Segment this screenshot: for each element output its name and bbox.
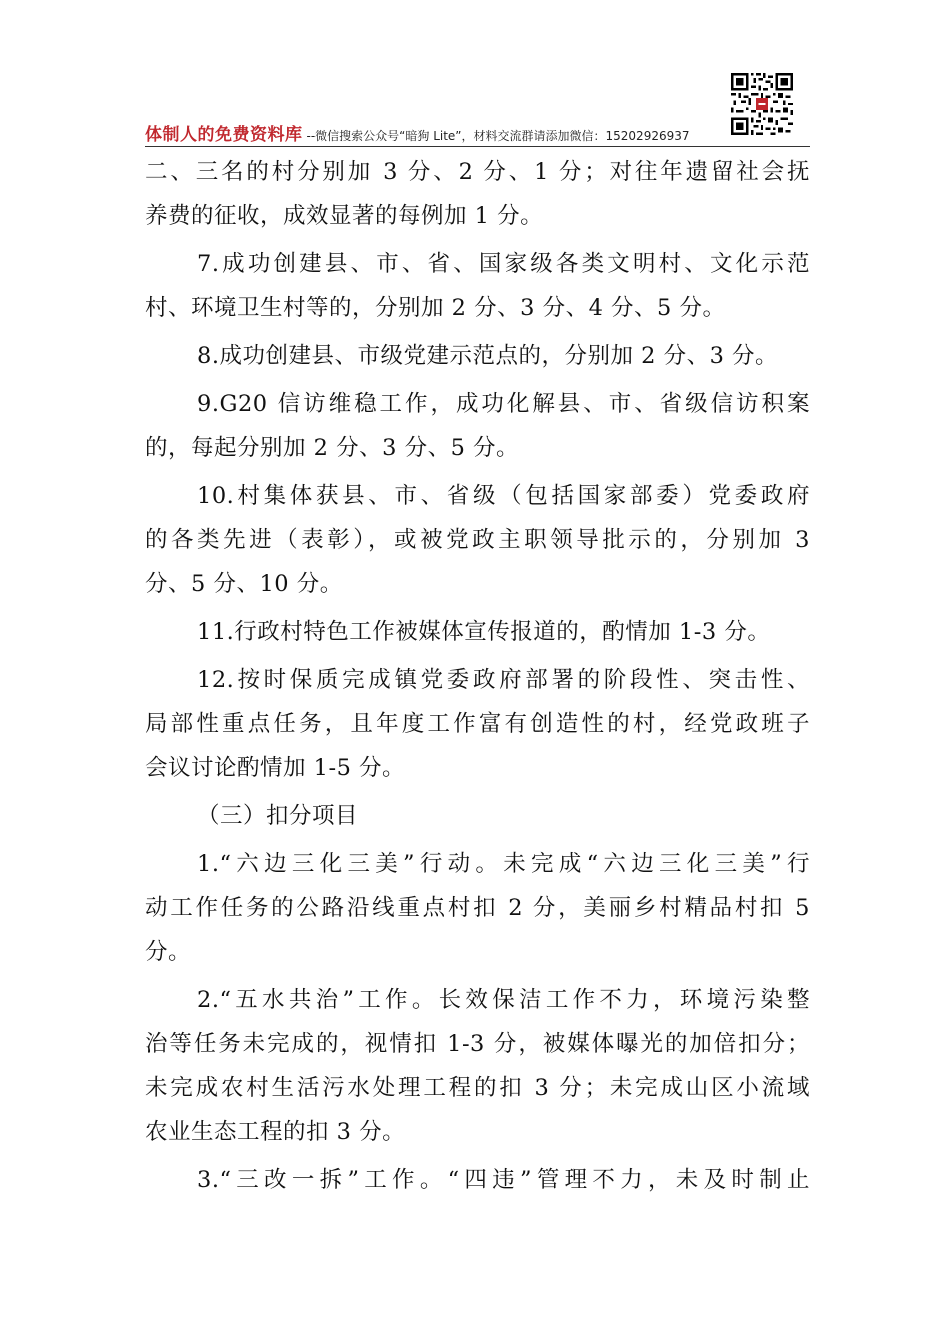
text-line: 3.“三改一拆”工作。“四违”管理不力，未及时制止 <box>197 1167 810 1193</box>
text-line: 未完成农村生活污水处理工程的扣 3 分；未完成山区小流域 <box>145 1075 810 1101</box>
document-body <box>145 150 810 1202</box>
text-line: 的，每起分别加 2 分、3 分、5 分。 <box>145 435 520 461</box>
text-line: 的各类先进（表彰），或被党政主职领导批示的，分别加 3 <box>145 527 810 553</box>
text-line: 8.成功创建县、市级党建示范点的，分别加 2 分、3 分。 <box>197 343 779 369</box>
page-header <box>145 123 810 145</box>
text-line: 1.“六边三化三美”行动。未完成“六边三化三美”行 <box>197 851 810 877</box>
text-line: 养费的征收，成效显著的每例加 1 分。 <box>145 203 544 229</box>
text-line: 2.“五水共治”工作。长效保洁工作不力，环境污染整 <box>197 987 810 1013</box>
text-line: 村、环境卫生村等的，分别加 2 分、3 分、4 分、5 分。 <box>145 295 726 321</box>
text-line: 会议讨论酌情加 1-5 分。 <box>145 755 406 781</box>
section-heading: （三）扣分项目 <box>197 803 359 829</box>
text-line: 二、三名的村分别加 3 分、2 分、1 分；对往年遗留社会抚 <box>145 159 810 185</box>
header-note: --微信搜索公众号“暗狗 Lite”，材料交流群请添加微信：15202926937 <box>306 129 690 143</box>
text-line: 治等任务未完成的，视情扣 1-3 分，被媒体曝光的加倍扣分； <box>145 1031 810 1057</box>
text-line: 农业生态工程的扣 3 分。 <box>145 1119 406 1145</box>
text-line: 分、5 分、10 分。 <box>145 571 343 597</box>
header-rule <box>145 146 810 147</box>
text-line: 9.G20 信访维稳工作，成功化解县、市、省级信访积案 <box>197 391 810 417</box>
text-line: 局部性重点任务，且年度工作富有创造性的村，经党政班子 <box>145 711 810 737</box>
text-line: 11.行政村特色工作被媒体宣传报道的，酌情加 1-3 分。 <box>197 619 771 645</box>
text-line: 动工作任务的公路沿线重点村扣 2 分，美丽乡村精品村扣 5 <box>145 895 810 921</box>
text-line: 7.成功创建县、市、省、国家级各类文明村、文化示范 <box>197 251 810 277</box>
text-line: 10.村集体获县、市、省级（包括国家部委）党委政府 <box>197 483 810 509</box>
qr-code-icon <box>731 73 793 135</box>
text-line: 12.按时保质完成镇党委政府部署的阶段性、突击性、 <box>197 667 810 693</box>
text-line: 分。 <box>145 939 192 965</box>
header-brand: 体制人的免费资料库 <box>145 125 303 145</box>
